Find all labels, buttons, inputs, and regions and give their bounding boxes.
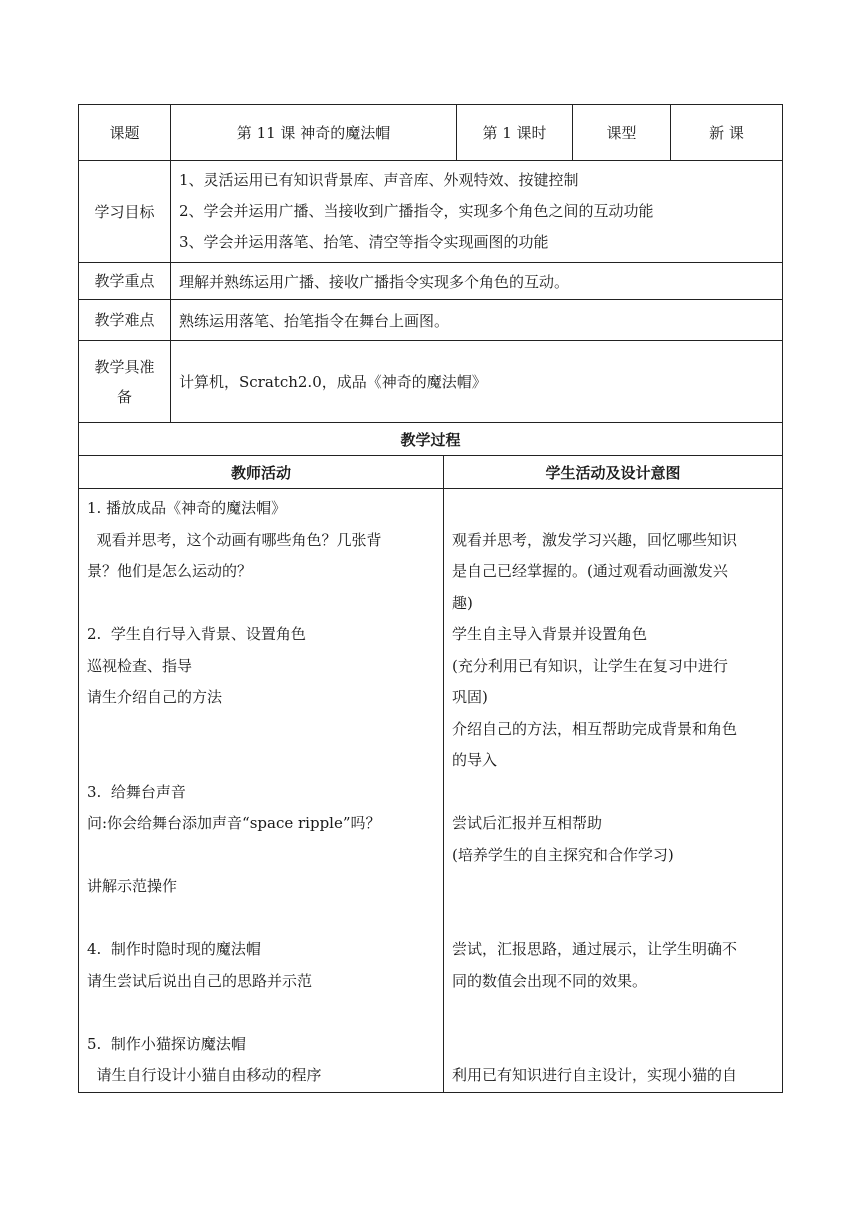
student-activity-line: 尝试后汇报并互相帮助 — [452, 814, 603, 832]
student-activity-line: 尝试，汇报思路，通过展示，让学生明确不 — [452, 940, 738, 958]
student-activity-line: 同的数值会出现不同的效果。 — [452, 971, 648, 990]
student-activity-line — [452, 871, 774, 903]
key-points-label: 教学重点 — [79, 263, 171, 300]
teacher-activity-line — [87, 903, 435, 935]
teacher-activity-line: 请生自行设计小猫自由移动的程序 — [87, 1066, 322, 1084]
process-content-row — [79, 489, 783, 1093]
teacher-activity-line: 请生尝试后说出自己的思路并示范 — [87, 971, 313, 990]
difficulties-value: 熟练运用落笔、抬笔指令在舞台上画图。 — [171, 300, 783, 341]
teacher-activity-line: 巡视检查、指导 — [87, 656, 193, 675]
goal-item: 1、灵活运用已有知识背景库、声音库、外观特效、按键控制 — [179, 171, 579, 189]
student-activity-line: 巩固) — [452, 688, 488, 706]
student-activity-line: 的导入 — [452, 751, 498, 769]
lesson-plan-table — [78, 104, 783, 456]
prep-label-line: 教学具准 — [94, 357, 155, 376]
student-activity-column — [444, 489, 783, 1093]
process-header-row — [79, 456, 783, 489]
prep-row — [79, 341, 783, 423]
teacher-activity-line: 问:你会给舞台添加声音“space ripple”吗？ — [87, 814, 381, 832]
process-title-row — [79, 423, 783, 456]
teacher-activity-line — [87, 997, 435, 1029]
student-activity-line: 观看并思考，激发学习兴趣，回忆哪些知识 — [452, 530, 738, 549]
header-row — [79, 105, 783, 161]
goal-item: 2、学会并运用广播、当接收到广播指令，实现多个角色之间的互动功能 — [179, 202, 654, 220]
teacher-activity-column — [79, 489, 444, 1093]
student-activity-line: 介绍自己的方法，相互帮助完成背景和角色 — [452, 719, 738, 738]
teacher-activity-line: 1. 播放成品《神奇的魔法帽》 — [87, 499, 287, 517]
teacher-activity-line: 讲解示范操作 — [87, 877, 178, 895]
student-activity-line — [452, 997, 774, 1029]
type-label: 课型 — [573, 105, 671, 161]
goals-content — [171, 161, 783, 263]
difficulties-label: 教学难点 — [79, 300, 171, 341]
teacher-activity-line: 5. 制作小猫探访魔法帽 — [87, 1034, 246, 1053]
teacher-activity-line — [87, 745, 435, 777]
lesson-number: 第 1 课时 — [457, 105, 573, 161]
student-activity-line: (培养学生的自主探究和合作学习) — [452, 845, 674, 864]
teacher-activity-line — [87, 714, 435, 746]
difficulties-row — [79, 300, 783, 341]
teacher-activity-line — [87, 840, 435, 872]
student-activity-line: (充分利用已有知识，让学生在复习中进行 — [452, 656, 728, 675]
goals-label: 学习目标 — [79, 161, 171, 263]
lesson-plan — [78, 104, 782, 1093]
student-activity-line: 利用已有知识进行自主设计，实现小猫的自 — [452, 1066, 738, 1084]
student-activity-line: 是自己已经掌握的。(通过观看动画激发兴 — [452, 562, 728, 580]
teacher-activity-line: 4. 制作时隐时现的魔法帽 — [87, 940, 261, 958]
prep-label-line: 备 — [116, 387, 132, 406]
teacher-activity-line: 2. 学生自行导入背景、设置角色 — [87, 625, 306, 643]
goal-item: 3、学会并运用落笔、抬笔、清空等指令实现画图的功能 — [179, 233, 549, 251]
student-activity-line — [452, 1029, 774, 1061]
teacher-activity-line — [87, 588, 435, 620]
prep-label — [79, 341, 171, 423]
topic-value: 第 11 课 神奇的魔法帽 — [171, 105, 457, 161]
student-activity-line — [452, 777, 774, 809]
key-points-row — [79, 263, 783, 300]
teacher-activity-line: 3. 给舞台声音 — [87, 782, 186, 801]
student-activity-line — [452, 493, 774, 525]
teacher-activity-header: 教师活动 — [79, 456, 444, 489]
process-title: 教学过程 — [79, 423, 783, 456]
student-activity-line: 学生自主导入背景并设置角色 — [452, 625, 648, 643]
student-activity-header: 学生活动及设计意图 — [444, 456, 783, 489]
process-table — [78, 455, 783, 1093]
goals-row — [79, 161, 783, 263]
student-activity-line: 趣) — [452, 593, 473, 612]
teacher-activity-line: 观看并思考，这个动画有哪些角色？几张背 — [87, 530, 382, 549]
key-points-value: 理解并熟练运用广播、接收广播指令实现多个角色的互动。 — [171, 263, 783, 300]
teacher-activity-line: 请生介绍自己的方法 — [87, 688, 223, 706]
type-value: 新 课 — [671, 105, 783, 161]
teacher-activity-line: 景？他们是怎么运动的？ — [87, 562, 253, 580]
topic-label: 课题 — [79, 105, 171, 161]
student-activity-line — [452, 903, 774, 935]
prep-value: 计算机，Scratch2.0，成品《神奇的魔法帽》 — [171, 341, 783, 423]
